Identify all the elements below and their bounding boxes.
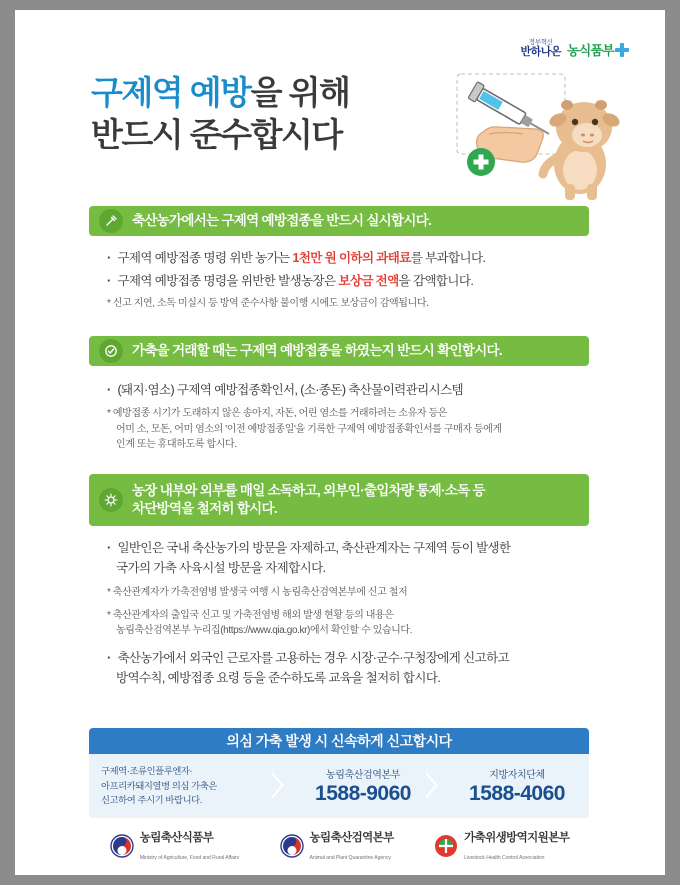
headline-line-2-blue: 반드시 준수 <box>91 116 251 154</box>
brand-slogan-small: 정부혁신 <box>528 39 553 47</box>
government-emblem-icon <box>279 833 305 859</box>
report-instructions-line3: 신고하여 주시기 바랍니다. <box>101 795 202 806</box>
footer-logo-ko: 농림축산검역본부 <box>309 832 394 844</box>
ministry-mark <box>567 40 629 59</box>
bullet-item <box>107 380 593 400</box>
bullet-text: (돼지·염소) 구제역 예방접종확인서, (소·종돈) 축산물이력관리시스템 <box>117 383 464 397</box>
government-brand-logo <box>520 40 629 59</box>
chevron-right-icon: 〉 <box>271 771 298 801</box>
report-instructions-line2: 아프리카돼지열병 의심 가축은 <box>101 780 217 791</box>
section-body-2 <box>107 380 593 453</box>
bullet-text: 구제역 예방접종 명령 위반 농가는 <box>117 251 293 265</box>
report-instructions-line1: 구제역·조류인플루엔자· <box>101 765 193 776</box>
bullet-text-cont: 국가의 가축 사육시설 방문을 자제합시다. <box>116 561 326 575</box>
footer-logo-en: Livestock Health Control Association <box>464 855 545 862</box>
section-body-3 <box>107 538 593 691</box>
footer-logo-text <box>464 828 569 865</box>
contact-qia <box>303 766 423 806</box>
headline-line-2 <box>91 114 349 156</box>
report-instructions <box>101 764 269 809</box>
footer-logo-en: Animal and Plant Quarantine Agency <box>309 855 391 862</box>
chevron-right-icon: 〉 <box>425 771 452 801</box>
headline-line-1 <box>91 72 349 114</box>
contact-label: 지방자치단체 <box>489 770 545 781</box>
bullet-text: 구제역 예방접종 명령을 위반한 발생농장은 <box>117 274 339 288</box>
note-item: * 축산관계자의 출입국 신고 및 가축전염병 해외 발생 현황 등의 내용은 <box>107 609 394 621</box>
headline-line-2-dark: 합시다 <box>250 116 342 154</box>
contact-number[interactable]: 1588-4060 <box>469 782 565 805</box>
bullet-text-tail: 을 감액합니다. <box>398 274 474 288</box>
illustration-svg <box>437 72 637 202</box>
bullet-text-emphasis: 보상금 전액 <box>338 274 399 288</box>
headline-line-1-dark: 을 위해 <box>250 74 350 111</box>
note-item: * 신고 지연, 소독 미실시 등 방역 준수사항 불이행 시에도 보상금이 감액됩니다. <box>107 298 429 309</box>
bullet-text-tail: 를 부과합니다. <box>410 251 486 265</box>
bullet-item <box>107 648 593 688</box>
headline-line-1-blue: 구제역 예방 <box>91 74 251 111</box>
illustration-vaccination-cow <box>437 72 637 202</box>
footer-logo-text <box>140 828 239 865</box>
footer-logo-qia <box>279 828 394 865</box>
section-title-2: 가축을 거래할 때는 구제역 예방접종을 하였는지 반드시 확인합시다. <box>132 342 502 358</box>
note-item: * 축산관계자가 가축전염병 발생국 여행 시 농림축산검역본부에 신고 철저 <box>107 587 408 598</box>
cow-character <box>543 100 622 200</box>
contact-label: 농림축산검역본부 <box>325 770 401 781</box>
bullet-text-cont: 방역수칙, 예방접종 요령 등을 준수하도록 교육을 철저히 합시다. <box>116 670 441 685</box>
bullet-text: 축산농가에서 외국인 근로자를 고용하는 경우 시장·군수·구청장에게 신고하고 <box>117 650 510 665</box>
section-title-3-line2: 차단방역을 철저히 합시다. <box>132 501 277 516</box>
bullet-item <box>107 248 593 268</box>
note-item: * 예방접종 시기가 도래하지 않은 송아지, 자돈, 어린 염소를 거래하려는 소유자 등은 <box>107 408 447 419</box>
footer-logo-ko: 가축위생방역지원본부 <box>464 832 570 844</box>
section-header-1 <box>89 206 589 236</box>
poster <box>15 10 665 875</box>
footer-logo-ko: 농림축산식품부 <box>139 832 214 844</box>
note-item-cont: 어미 소, 모돈, 어미 염소의 '이전 예방접종일'을 기록한 구제역 예방접종확인서를 구매자 등에게 <box>116 423 502 435</box>
contact-number[interactable]: 1588-9060 <box>315 782 411 805</box>
note-item-cont: 인계 또는 휴대하도록 합시다. <box>116 439 237 450</box>
government-emblem-icon <box>109 833 135 859</box>
footer-logo-lhca <box>433 828 569 865</box>
footer-logo-text <box>310 828 394 865</box>
section-title-3-line1: 농장 내부와 외부를 매일 소독하고, 외부인·출입차량 통제·소독 등 <box>132 482 485 498</box>
spacer <box>107 639 593 648</box>
ministry-name: 농식품부 <box>566 43 614 58</box>
section-header-3 <box>89 474 589 526</box>
disinfect-icon <box>99 488 123 512</box>
note-item-cont: 농림축산검역본부 누리집(https://www.qia.go.kr)에서 확인할 수 있습니다. <box>116 625 413 636</box>
report-band <box>89 728 589 818</box>
section-header-2 <box>89 336 589 366</box>
bullet-item <box>107 271 593 291</box>
syringe-icon <box>99 209 123 233</box>
brand-slogan-big: 반하나온 <box>520 46 561 59</box>
brand-slogan <box>520 40 561 58</box>
page-title <box>91 72 349 156</box>
bullet-text-emphasis: 1천만 원 이하의 과태료 <box>292 251 411 265</box>
bullet-item <box>107 538 593 578</box>
footer-logo-mafra <box>109 828 239 865</box>
plus-icon <box>615 43 629 57</box>
footer-logos <box>89 828 589 865</box>
check-circle-icon <box>99 339 123 363</box>
section-title-1: 축산농가에서는 구제역 예방접종을 반드시 실시합시다. <box>132 212 432 228</box>
report-headline: 의심 가축 발생 시 신속하게 신고합시다 <box>89 728 589 754</box>
bullet-text: 일반인은 국내 축산농가의 방문을 자제하고, 축산관계자는 구제역 등이 발생한 <box>117 541 511 555</box>
report-body <box>89 754 589 818</box>
footer-logo-en: Ministry of Agriculture, Food and Rural Affairs <box>139 855 240 862</box>
section-title-3 <box>132 482 485 518</box>
contact-local-government <box>457 766 577 806</box>
section-body-1 <box>107 248 593 312</box>
lhca-emblem-icon <box>433 833 459 859</box>
